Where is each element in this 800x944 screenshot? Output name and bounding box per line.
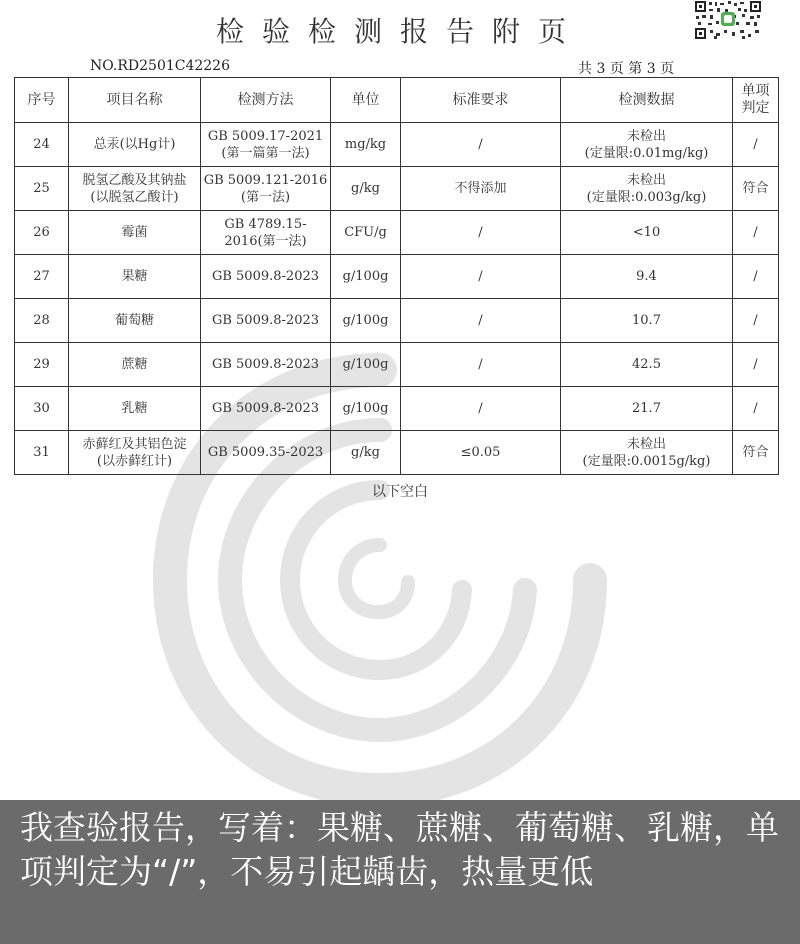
- cell-result: 未检出 (定量限:0.003g/kg): [561, 167, 733, 211]
- cell-method: GB 5009.121-2016 (第一法): [201, 167, 331, 211]
- cell-judgement: /: [733, 255, 779, 299]
- cell-seq: 28: [15, 299, 69, 343]
- report-title: 检验检测报告附页: [215, 15, 584, 48]
- cell-standard: /: [401, 299, 561, 343]
- qr-code-icon: [694, 0, 762, 40]
- col-header-result: 检测数据: [561, 78, 733, 123]
- cell-method: GB 5009.8-2023: [201, 255, 331, 299]
- table-row: [15, 123, 779, 167]
- table-row: [15, 167, 779, 211]
- cell-method: GB 5009.17-2021 (第一篇第一法): [201, 123, 331, 167]
- cell-seq: 31: [15, 431, 69, 475]
- cell-method: GB 5009.8-2023: [201, 387, 331, 431]
- cell-standard: 不得添加: [401, 167, 561, 211]
- cell-item: 果糖: [69, 255, 201, 299]
- cell-item: 脱氢乙酸及其钠盐 (以脱氢乙酸计): [69, 167, 201, 211]
- table-row: [15, 387, 779, 431]
- cell-item: 赤藓红及其铝色淀 (以赤藓红计): [69, 431, 201, 475]
- table-row: [15, 211, 779, 255]
- col-header-method: 检测方法: [201, 78, 331, 123]
- cell-result: 21.7: [561, 387, 733, 431]
- cell-standard: /: [401, 387, 561, 431]
- table-row: [15, 299, 779, 343]
- col-header-unit: 单位: [331, 78, 401, 123]
- cell-standard: /: [401, 123, 561, 167]
- cell-unit: g/100g: [331, 343, 401, 387]
- cell-judgement: 符合: [733, 431, 779, 475]
- table-row: [15, 255, 779, 299]
- cell-unit: g/100g: [331, 299, 401, 343]
- cell-result: <10: [561, 211, 733, 255]
- cell-judgement: /: [733, 299, 779, 343]
- cell-seq: 24: [15, 123, 69, 167]
- caption-overlay: 我查验报告，写着：果糖、蔗糖、葡萄糖、乳糖，单项判定为“/”，不易引起龋齿，热量更低: [0, 800, 800, 944]
- table-header-row: [15, 78, 779, 123]
- cell-method: GB 4789.15- 2016(第一法): [201, 211, 331, 255]
- cell-item: 乳糖: [69, 387, 201, 431]
- cell-method: GB 5009.35-2023: [201, 431, 331, 475]
- cell-unit: g/100g: [331, 387, 401, 431]
- blank-below-note: 以下空白: [372, 484, 428, 500]
- cell-result: 未检出 (定量限:0.0015g/kg): [561, 431, 733, 475]
- page-indicator: 共 3 页 第 3 页: [578, 61, 675, 77]
- cell-standard: ≤0.05: [401, 431, 561, 475]
- cell-unit: g/kg: [331, 431, 401, 475]
- cell-method: GB 5009.8-2023: [201, 343, 331, 387]
- cell-item: 总汞(以Hg计): [69, 123, 201, 167]
- cell-judgement: /: [733, 211, 779, 255]
- cell-method: GB 5009.8-2023: [201, 299, 331, 343]
- table-row: [15, 343, 779, 387]
- col-header-judgement: 单项 判定: [733, 78, 779, 123]
- col-header-standard: 标准要求: [401, 78, 561, 123]
- cell-result: 未检出 (定量限:0.01mg/kg): [561, 123, 733, 167]
- cell-seq: 26: [15, 211, 69, 255]
- cell-unit: CFU/g: [331, 211, 401, 255]
- cell-judgement: /: [733, 343, 779, 387]
- cell-judgement: 符合: [733, 167, 779, 211]
- cell-item: 葡萄糖: [69, 299, 201, 343]
- cell-result: 10.7: [561, 299, 733, 343]
- cell-item: 霉菌: [69, 211, 201, 255]
- cell-standard: /: [401, 211, 561, 255]
- cell-result: 9.4: [561, 255, 733, 299]
- cell-unit: g/100g: [331, 255, 401, 299]
- cell-judgement: /: [733, 123, 779, 167]
- cell-unit: mg/kg: [331, 123, 401, 167]
- results-table: [14, 77, 779, 475]
- cell-result: 42.5: [561, 343, 733, 387]
- cell-item: 蔗糖: [69, 343, 201, 387]
- report-number: NO.RD2501C42226: [90, 58, 230, 74]
- col-header-item: 项目名称: [69, 78, 201, 123]
- cell-seq: 27: [15, 255, 69, 299]
- cell-standard: /: [401, 255, 561, 299]
- cell-seq: 30: [15, 387, 69, 431]
- table-row: [15, 431, 779, 475]
- cell-standard: /: [401, 343, 561, 387]
- cell-unit: g/kg: [331, 167, 401, 211]
- cell-judgement: /: [733, 387, 779, 431]
- col-header-seq: 序号: [15, 78, 69, 123]
- cell-seq: 29: [15, 343, 69, 387]
- cell-seq: 25: [15, 167, 69, 211]
